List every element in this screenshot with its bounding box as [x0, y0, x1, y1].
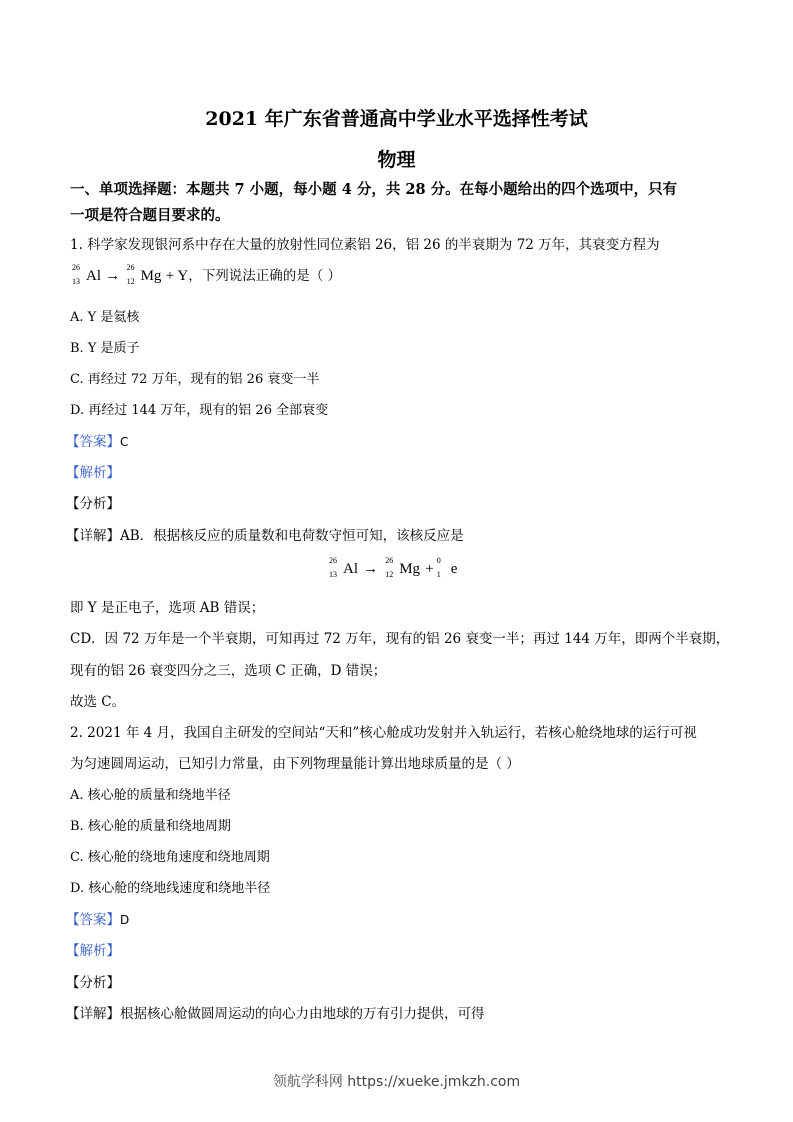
q1-rx-mg-mass: 26	[385, 556, 394, 565]
q1-eq-tail: ，下列说法正确的是（ ）	[188, 268, 342, 284]
section-heading-line1: 一、单项选择题：本题共 7 小题，每小题 4 分，共 28 分。在每小题给出的四个选项中，只有	[70, 181, 678, 198]
q2-stem-line1: 2. 2021 年 4 月，我国自主研发的空间站“天和”核心舱成功发射并入轨运行，若核心舱绕地球的运行可视	[70, 725, 697, 741]
q2-option-d: D. 核心舱的绕地线速度和绕地半径	[70, 881, 271, 896]
q1-stem: 1. 科学家发现银河系中存在大量的放射性同位素铝 26，铝 26 的半衰期为 72 万年，其衰变方程为	[70, 237, 660, 253]
q2-option-c: C. 核心舱的绕地角速度和绕地周期	[70, 850, 270, 865]
q1-option-c: C. 再经过 72 万年，现有的铝 26 衰变一半	[70, 372, 320, 387]
q1-rx-mg	[385, 556, 421, 579]
q1-detail-text: AB．根据核反应的质量数和电荷数守恒可知，该核反应是	[120, 528, 464, 544]
q1-analysis-tag	[66, 461, 120, 481]
q1-eq-mg	[126, 263, 162, 286]
q1-analysis-label: 【解析】	[66, 465, 120, 481]
q2-option-b: B. 核心舱的质量和绕地周期	[70, 819, 231, 834]
section-heading-line2: 一项是符合题目要求的。	[70, 207, 230, 224]
q2-analysis-label: 【解析】	[66, 943, 120, 959]
q1-final: 故选 C。	[70, 694, 126, 710]
q2-detail	[66, 1002, 485, 1022]
q1-eq-plus-y: + Y	[165, 268, 189, 284]
q1-cd-line1: CD．因 72 万年是一个半衰期，可知再过 72 万年，现有的铝 26 衰变一半；再过 144 万年，即两个半衰期，	[70, 631, 730, 647]
q1-eq-al	[72, 263, 101, 286]
q2-analysis-tag	[66, 939, 120, 959]
q1-reaction-equation	[329, 556, 458, 579]
q1-option-d: D. 再经过 144 万年，现有的铝 26 全部衰变	[70, 403, 329, 418]
q1-rx-e-symbol: e	[450, 561, 458, 577]
q1-eq-mg-charge: 12	[126, 277, 135, 286]
q1-rx-al-mass: 26	[329, 556, 337, 565]
q2-detail-tag: 【详解】	[66, 1006, 120, 1022]
q1-rx-mg-symbol: Mg	[399, 561, 421, 577]
q1-equation	[72, 263, 342, 286]
q2-answer-line	[66, 908, 129, 928]
footer-watermark: 领航学科网 https://xueke.jmkzh.com	[272, 1074, 521, 1090]
q1-rx-e-mass: 0	[436, 556, 441, 565]
q1-rx-al-symbol: Al	[343, 561, 358, 577]
q1-rx-al-charge: 13	[329, 570, 337, 579]
q2-option-a: A. 核心舱的质量和绕地半径	[70, 788, 231, 803]
q2-answer-tag: 【答案】	[66, 912, 120, 928]
q1-rx-e	[436, 556, 458, 579]
q1-rx-e-charge: 1	[436, 570, 441, 579]
q2-answer-value: D	[120, 913, 130, 927]
q1-cd-line2: 现有的铝 26 衰变四分之三，选项 C 正确，D 错误；	[70, 663, 387, 679]
q1-option-a: A. Y 是氦核	[70, 310, 140, 325]
q1-eq-mg-symbol: Mg	[140, 268, 162, 284]
q1-rx-al	[329, 556, 358, 579]
q1-eq-mg-mass: 26	[126, 263, 135, 272]
q1-eq-al-charge: 13	[72, 277, 80, 286]
q1-rx-mg-charge: 12	[385, 570, 394, 579]
q1-fenxi: 【分析】	[66, 496, 120, 512]
q2-stem-line2: 为匀速圆周运动，已知引力常量，由下列物理量能计算出地球质量的是（ ）	[70, 756, 520, 772]
exam-title: 2021 年广东省普通高中学业水平选择性考试	[205, 108, 588, 130]
q1-conclusion: 即 Y 是正电子，选项 AB 错误；	[70, 600, 265, 616]
q1-eq-al-symbol: Al	[86, 268, 101, 284]
q1-rx-arrow: →	[363, 561, 379, 577]
q1-eq-arrow: →	[105, 268, 121, 284]
subject-title: 物理	[377, 149, 416, 171]
q1-detail	[66, 524, 464, 544]
q1-detail-tag: 【详解】	[66, 528, 120, 544]
q2-detail-text: 根据核心舱做圆周运动的向心力由地球的万有引力提供，可得	[120, 1006, 485, 1022]
q1-answer-line	[66, 430, 128, 450]
q2-fenxi: 【分析】	[66, 975, 120, 991]
q1-rx-plus: +	[425, 561, 434, 577]
q1-answer-value: C	[120, 435, 129, 449]
q1-option-b: B. Y 是质子	[70, 341, 140, 356]
q1-eq-al-mass: 26	[72, 263, 80, 272]
q1-answer-tag: 【答案】	[66, 434, 120, 450]
